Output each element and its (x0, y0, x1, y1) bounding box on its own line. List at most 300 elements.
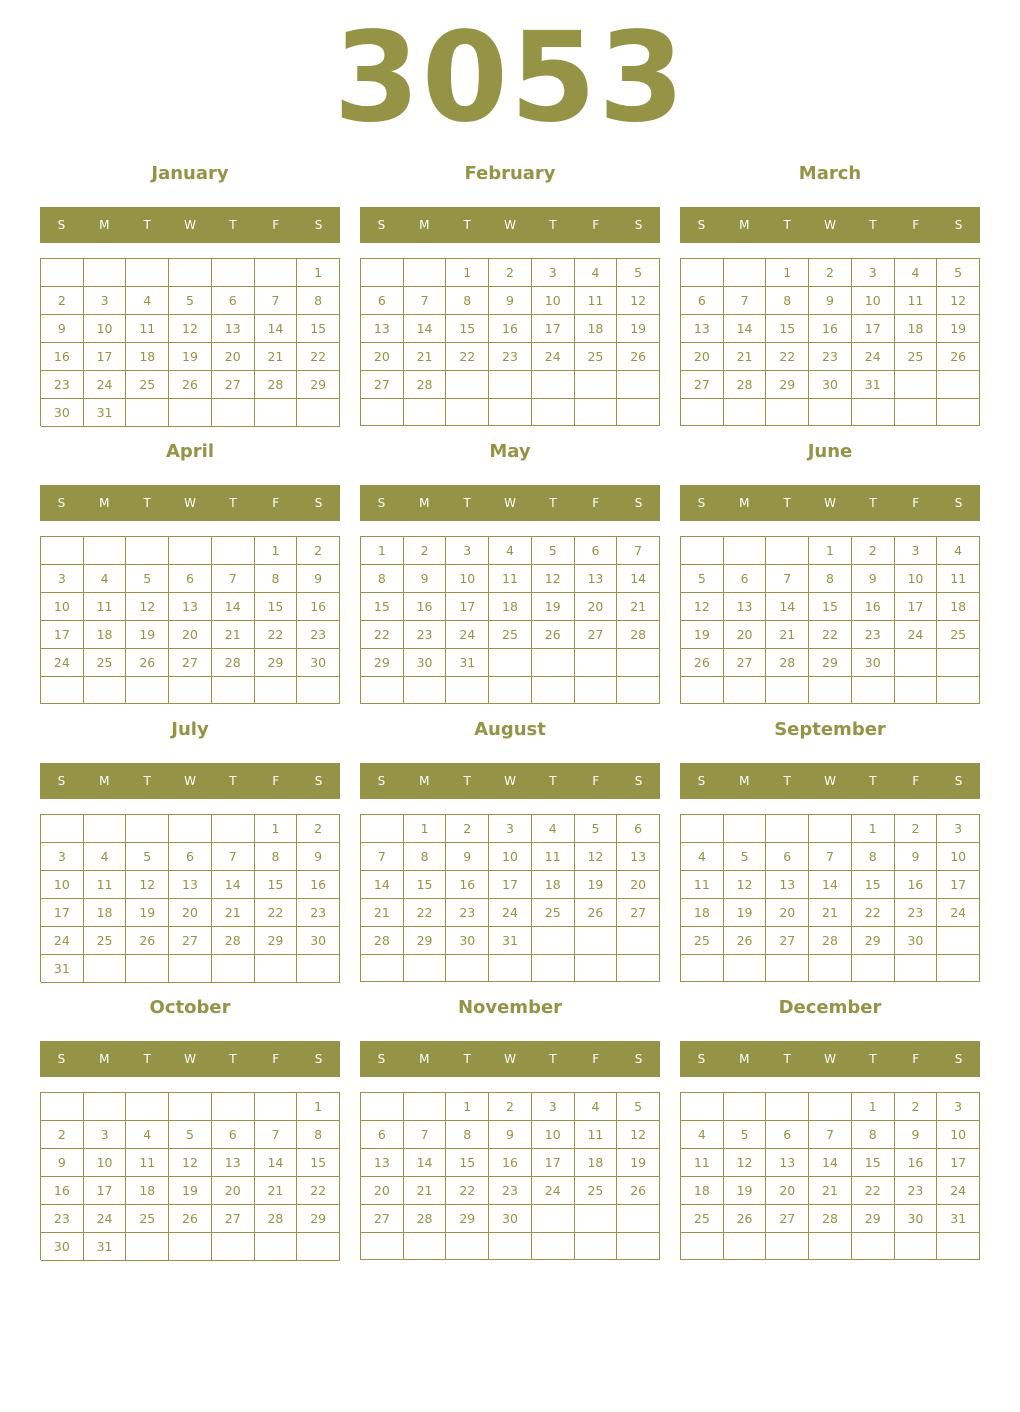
day-cell: 8 (297, 1121, 340, 1149)
day-cell: 19 (575, 871, 618, 899)
day-cell: 23 (41, 1205, 84, 1233)
day-cell: 20 (575, 593, 618, 621)
day-cell: 31 (489, 927, 532, 955)
day-cell: 17 (446, 593, 489, 621)
day-cell: 14 (617, 565, 660, 593)
weekday-label: F (592, 218, 600, 232)
day-cell: 3 (489, 815, 532, 843)
weekday-label: F (272, 496, 280, 510)
day-cell: 12 (937, 287, 980, 315)
day-cell: 14 (212, 871, 255, 899)
empty-cell (446, 677, 489, 704)
empty-cell (532, 371, 575, 399)
day-cell: 27 (617, 899, 660, 927)
day-cell: 27 (169, 927, 212, 955)
day-cell: 25 (532, 899, 575, 927)
empty-cell (575, 399, 618, 426)
weekday-label: T (229, 1052, 237, 1066)
day-cell: 20 (766, 1177, 809, 1205)
day-cell: 25 (84, 649, 127, 677)
empty-cell (361, 1093, 404, 1121)
empty-cell (212, 677, 255, 704)
day-cell: 11 (84, 871, 127, 899)
day-cell: 3 (84, 287, 127, 315)
weekday-label: F (592, 496, 600, 510)
weekday-label: T (783, 1052, 791, 1066)
day-cell: 4 (575, 259, 618, 287)
empty-cell (532, 677, 575, 704)
empty-cell (212, 399, 255, 427)
day-cell: 15 (809, 593, 852, 621)
empty-cell (489, 677, 532, 704)
day-cell: 9 (895, 843, 938, 871)
day-cell: 5 (617, 259, 660, 287)
day-cell: 18 (575, 315, 618, 343)
day-cell: 21 (212, 621, 255, 649)
day-cell: 12 (617, 287, 660, 315)
day-cell: 24 (446, 621, 489, 649)
day-cell: 1 (446, 1093, 489, 1121)
empty-cell (766, 1233, 809, 1260)
day-cell: 26 (126, 927, 169, 955)
day-cell: 6 (617, 815, 660, 843)
day-cell: 12 (617, 1121, 660, 1149)
weekday-label: T (143, 1052, 151, 1066)
day-cell: 10 (852, 287, 895, 315)
empty-cell (361, 259, 404, 287)
empty-cell (724, 1233, 767, 1260)
day-cell: 15 (852, 1149, 895, 1177)
day-cell: 23 (895, 899, 938, 927)
day-cell: 8 (255, 565, 298, 593)
day-cell: 3 (41, 565, 84, 593)
day-grid (680, 258, 980, 426)
empty-cell (169, 399, 212, 427)
day-cell: 20 (766, 899, 809, 927)
day-cell: 19 (126, 621, 169, 649)
day-cell: 25 (895, 343, 938, 371)
day-cell: 27 (212, 371, 255, 399)
day-cell: 8 (446, 1121, 489, 1149)
day-cell: 9 (489, 1121, 532, 1149)
day-cell: 21 (404, 1177, 447, 1205)
weekday-label: W (824, 1052, 836, 1066)
month-name: February (464, 163, 556, 184)
day-grid (40, 536, 340, 704)
day-cell: 2 (895, 1093, 938, 1121)
weekday-label: T (549, 218, 557, 232)
day-cell: 23 (297, 899, 340, 927)
month-name: March (798, 163, 862, 184)
day-cell: 10 (41, 871, 84, 899)
weekday-label: S (377, 218, 386, 232)
empty-cell (404, 259, 447, 287)
day-cell: 28 (404, 371, 447, 399)
empty-cell (809, 955, 852, 982)
empty-cell (937, 399, 980, 426)
day-cell: 25 (937, 621, 980, 649)
day-grid (40, 1092, 340, 1260)
weekday-label: S (697, 218, 706, 232)
empty-cell (852, 677, 895, 704)
day-cell: 21 (212, 899, 255, 927)
day-cell: 12 (681, 593, 724, 621)
day-cell: 13 (617, 843, 660, 871)
day-grid (360, 258, 660, 426)
day-cell: 16 (297, 871, 340, 899)
day-cell: 2 (489, 1093, 532, 1121)
weekday-label: M (419, 1052, 430, 1066)
day-cell: 26 (126, 649, 169, 677)
day-cell: 19 (681, 621, 724, 649)
weekday-label: M (99, 496, 110, 510)
day-cell: 24 (532, 343, 575, 371)
empty-cell (41, 1093, 84, 1121)
weekday-label: M (99, 774, 110, 788)
empty-cell (575, 649, 618, 677)
weekday-label: T (869, 1052, 877, 1066)
empty-cell (404, 955, 447, 982)
day-cell: 16 (404, 593, 447, 621)
weekday-label: S (954, 1052, 963, 1066)
day-cell: 10 (532, 1121, 575, 1149)
weekday-label: F (272, 1052, 280, 1066)
day-cell: 6 (212, 287, 255, 315)
empty-cell (404, 677, 447, 704)
day-cell: 16 (895, 871, 938, 899)
weekday-label: W (824, 218, 836, 232)
empty-cell (41, 259, 84, 287)
day-cell: 27 (681, 371, 724, 399)
day-cell: 3 (446, 537, 489, 565)
day-cell: 17 (41, 621, 84, 649)
weekday-label: W (504, 1052, 516, 1066)
day-cell: 17 (937, 871, 980, 899)
day-cell: 14 (212, 593, 255, 621)
day-cell: 4 (126, 1121, 169, 1149)
day-cell: 10 (84, 315, 127, 343)
day-cell: 30 (41, 1233, 84, 1261)
day-cell: 18 (84, 899, 127, 927)
empty-cell (852, 955, 895, 982)
day-cell: 25 (489, 621, 532, 649)
weekday-header (680, 485, 980, 521)
day-cell: 14 (809, 1149, 852, 1177)
day-cell: 16 (489, 1149, 532, 1177)
weekday-label: T (143, 496, 151, 510)
day-cell: 5 (724, 1121, 767, 1149)
day-cell: 11 (84, 593, 127, 621)
day-cell: 22 (446, 343, 489, 371)
day-cell: 25 (126, 1205, 169, 1233)
weekday-label: W (504, 496, 516, 510)
day-cell: 24 (937, 899, 980, 927)
day-cell: 18 (575, 1149, 618, 1177)
day-cell: 16 (297, 593, 340, 621)
day-cell: 22 (852, 899, 895, 927)
empty-cell (84, 955, 127, 983)
weekday-label: T (143, 218, 151, 232)
day-cell: 14 (766, 593, 809, 621)
day-cell: 18 (532, 871, 575, 899)
day-cell: 13 (212, 1149, 255, 1177)
day-cell: 24 (937, 1177, 980, 1205)
day-cell: 30 (895, 1205, 938, 1233)
weekday-label: S (954, 496, 963, 510)
day-cell: 6 (724, 565, 767, 593)
day-cell: 29 (809, 649, 852, 677)
day-cell: 11 (575, 1121, 618, 1149)
day-cell: 23 (895, 1177, 938, 1205)
weekday-label: T (869, 774, 877, 788)
weekday-label: S (954, 774, 963, 788)
day-cell: 13 (212, 315, 255, 343)
empty-cell (297, 677, 340, 704)
day-cell: 12 (169, 1149, 212, 1177)
empty-cell (766, 537, 809, 565)
weekday-label: S (377, 1052, 386, 1066)
day-cell: 20 (169, 899, 212, 927)
empty-cell (617, 1233, 660, 1260)
day-cell: 2 (404, 537, 447, 565)
day-cell: 18 (84, 621, 127, 649)
day-cell: 12 (532, 565, 575, 593)
day-cell: 11 (681, 871, 724, 899)
day-cell: 28 (809, 927, 852, 955)
empty-cell (937, 649, 980, 677)
day-cell: 23 (489, 1177, 532, 1205)
weekday-label: F (912, 774, 920, 788)
day-cell: 26 (937, 343, 980, 371)
empty-cell (255, 1093, 298, 1121)
day-cell: 18 (681, 899, 724, 927)
weekday-label: S (314, 774, 323, 788)
day-cell: 11 (895, 287, 938, 315)
day-cell: 6 (766, 1121, 809, 1149)
day-cell: 18 (895, 315, 938, 343)
empty-cell (852, 1233, 895, 1260)
day-grid (680, 814, 980, 982)
day-cell: 10 (489, 843, 532, 871)
empty-cell (404, 399, 447, 426)
day-cell: 18 (681, 1177, 724, 1205)
empty-cell (532, 955, 575, 982)
weekday-label: F (592, 1052, 600, 1066)
day-cell: 26 (724, 1205, 767, 1233)
day-cell: 8 (297, 287, 340, 315)
day-cell: 28 (361, 927, 404, 955)
empty-cell (126, 259, 169, 287)
day-cell: 7 (404, 287, 447, 315)
day-cell: 21 (766, 621, 809, 649)
empty-cell (681, 537, 724, 565)
day-cell: 18 (126, 343, 169, 371)
day-cell: 1 (297, 1093, 340, 1121)
day-cell: 14 (809, 871, 852, 899)
day-cell: 1 (446, 259, 489, 287)
day-cell: 13 (169, 871, 212, 899)
day-cell: 4 (681, 843, 724, 871)
day-cell: 28 (212, 649, 255, 677)
empty-cell (169, 1233, 212, 1261)
empty-cell (212, 1233, 255, 1261)
day-cell: 9 (852, 565, 895, 593)
weekday-label: S (697, 774, 706, 788)
weekday-label: M (99, 1052, 110, 1066)
day-cell: 6 (361, 287, 404, 315)
day-cell: 22 (852, 1177, 895, 1205)
day-cell: 16 (895, 1149, 938, 1177)
day-cell: 5 (532, 537, 575, 565)
empty-cell (766, 815, 809, 843)
day-cell: 22 (766, 343, 809, 371)
day-cell: 3 (532, 259, 575, 287)
empty-cell (895, 677, 938, 704)
day-cell: 24 (532, 1177, 575, 1205)
day-cell: 1 (766, 259, 809, 287)
day-cell: 7 (766, 565, 809, 593)
day-cell: 15 (255, 593, 298, 621)
day-cell: 1 (852, 1093, 895, 1121)
day-cell: 3 (852, 259, 895, 287)
weekday-label: T (869, 218, 877, 232)
day-cell: 6 (766, 843, 809, 871)
day-cell: 22 (809, 621, 852, 649)
day-cell: 12 (724, 871, 767, 899)
day-cell: 8 (255, 843, 298, 871)
day-cell: 7 (809, 1121, 852, 1149)
day-cell: 2 (852, 537, 895, 565)
empty-cell (361, 677, 404, 704)
day-cell: 27 (212, 1205, 255, 1233)
day-cell: 13 (681, 315, 724, 343)
day-cell: 27 (575, 621, 618, 649)
day-cell: 7 (212, 843, 255, 871)
empty-cell (852, 399, 895, 426)
day-cell: 15 (852, 871, 895, 899)
day-cell: 25 (575, 1177, 618, 1205)
day-cell: 30 (41, 399, 84, 427)
day-cell: 26 (169, 1205, 212, 1233)
day-cell: 16 (852, 593, 895, 621)
weekday-label: T (869, 496, 877, 510)
empty-cell (895, 1233, 938, 1260)
day-cell: 5 (617, 1093, 660, 1121)
empty-cell (766, 399, 809, 426)
empty-cell (681, 1233, 724, 1260)
empty-cell (255, 677, 298, 704)
day-cell: 6 (169, 843, 212, 871)
day-cell: 10 (41, 593, 84, 621)
day-cell: 8 (852, 843, 895, 871)
month-name: October (149, 997, 231, 1018)
weekday-label: F (272, 774, 280, 788)
empty-cell (84, 259, 127, 287)
day-cell: 31 (852, 371, 895, 399)
day-cell: 14 (361, 871, 404, 899)
day-cell: 13 (169, 593, 212, 621)
day-cell: 9 (41, 315, 84, 343)
day-cell: 23 (404, 621, 447, 649)
day-cell: 1 (361, 537, 404, 565)
day-cell: 30 (489, 1205, 532, 1233)
day-cell: 8 (766, 287, 809, 315)
weekday-label: S (697, 496, 706, 510)
day-cell: 16 (489, 315, 532, 343)
day-cell: 19 (617, 1149, 660, 1177)
month-name: September (774, 719, 886, 740)
empty-cell (84, 677, 127, 704)
day-cell: 26 (617, 343, 660, 371)
empty-cell (895, 399, 938, 426)
empty-cell (41, 677, 84, 704)
empty-cell (937, 927, 980, 955)
day-cell: 22 (446, 1177, 489, 1205)
day-cell: 11 (126, 1149, 169, 1177)
day-cell: 15 (297, 1149, 340, 1177)
day-cell: 20 (681, 343, 724, 371)
day-cell: 24 (489, 899, 532, 927)
empty-cell (169, 677, 212, 704)
month-name: May (489, 441, 531, 462)
day-cell: 31 (84, 399, 127, 427)
empty-cell (724, 815, 767, 843)
day-cell: 23 (852, 621, 895, 649)
empty-cell (169, 1093, 212, 1121)
empty-cell (489, 1233, 532, 1260)
day-cell: 21 (809, 1177, 852, 1205)
day-cell: 29 (297, 1205, 340, 1233)
day-cell: 7 (809, 843, 852, 871)
weekday-label: W (184, 774, 196, 788)
day-cell: 11 (937, 565, 980, 593)
empty-cell (532, 1233, 575, 1260)
weekday-label: W (184, 218, 196, 232)
day-cell: 27 (361, 371, 404, 399)
day-cell: 5 (169, 1121, 212, 1149)
weekday-label: S (314, 496, 323, 510)
day-cell: 25 (575, 343, 618, 371)
day-cell: 4 (575, 1093, 618, 1121)
empty-cell (255, 955, 298, 983)
day-cell: 22 (297, 343, 340, 371)
weekday-label: F (592, 774, 600, 788)
day-cell: 4 (84, 843, 127, 871)
empty-cell (297, 955, 340, 983)
empty-cell (617, 1205, 660, 1233)
weekday-label: W (504, 774, 516, 788)
day-cell: 1 (809, 537, 852, 565)
day-cell: 17 (489, 871, 532, 899)
day-cell: 3 (532, 1093, 575, 1121)
day-cell: 4 (895, 259, 938, 287)
day-cell: 5 (169, 287, 212, 315)
empty-cell (724, 677, 767, 704)
day-cell: 22 (255, 899, 298, 927)
month-name: November (457, 997, 563, 1018)
day-cell: 4 (681, 1121, 724, 1149)
day-cell: 28 (404, 1205, 447, 1233)
day-cell: 7 (361, 843, 404, 871)
day-cell: 17 (532, 315, 575, 343)
empty-cell (126, 1093, 169, 1121)
day-cell: 24 (84, 371, 127, 399)
empty-cell (446, 1233, 489, 1260)
day-cell: 17 (41, 899, 84, 927)
day-grid (680, 536, 980, 704)
empty-cell (617, 677, 660, 704)
empty-cell (681, 677, 724, 704)
